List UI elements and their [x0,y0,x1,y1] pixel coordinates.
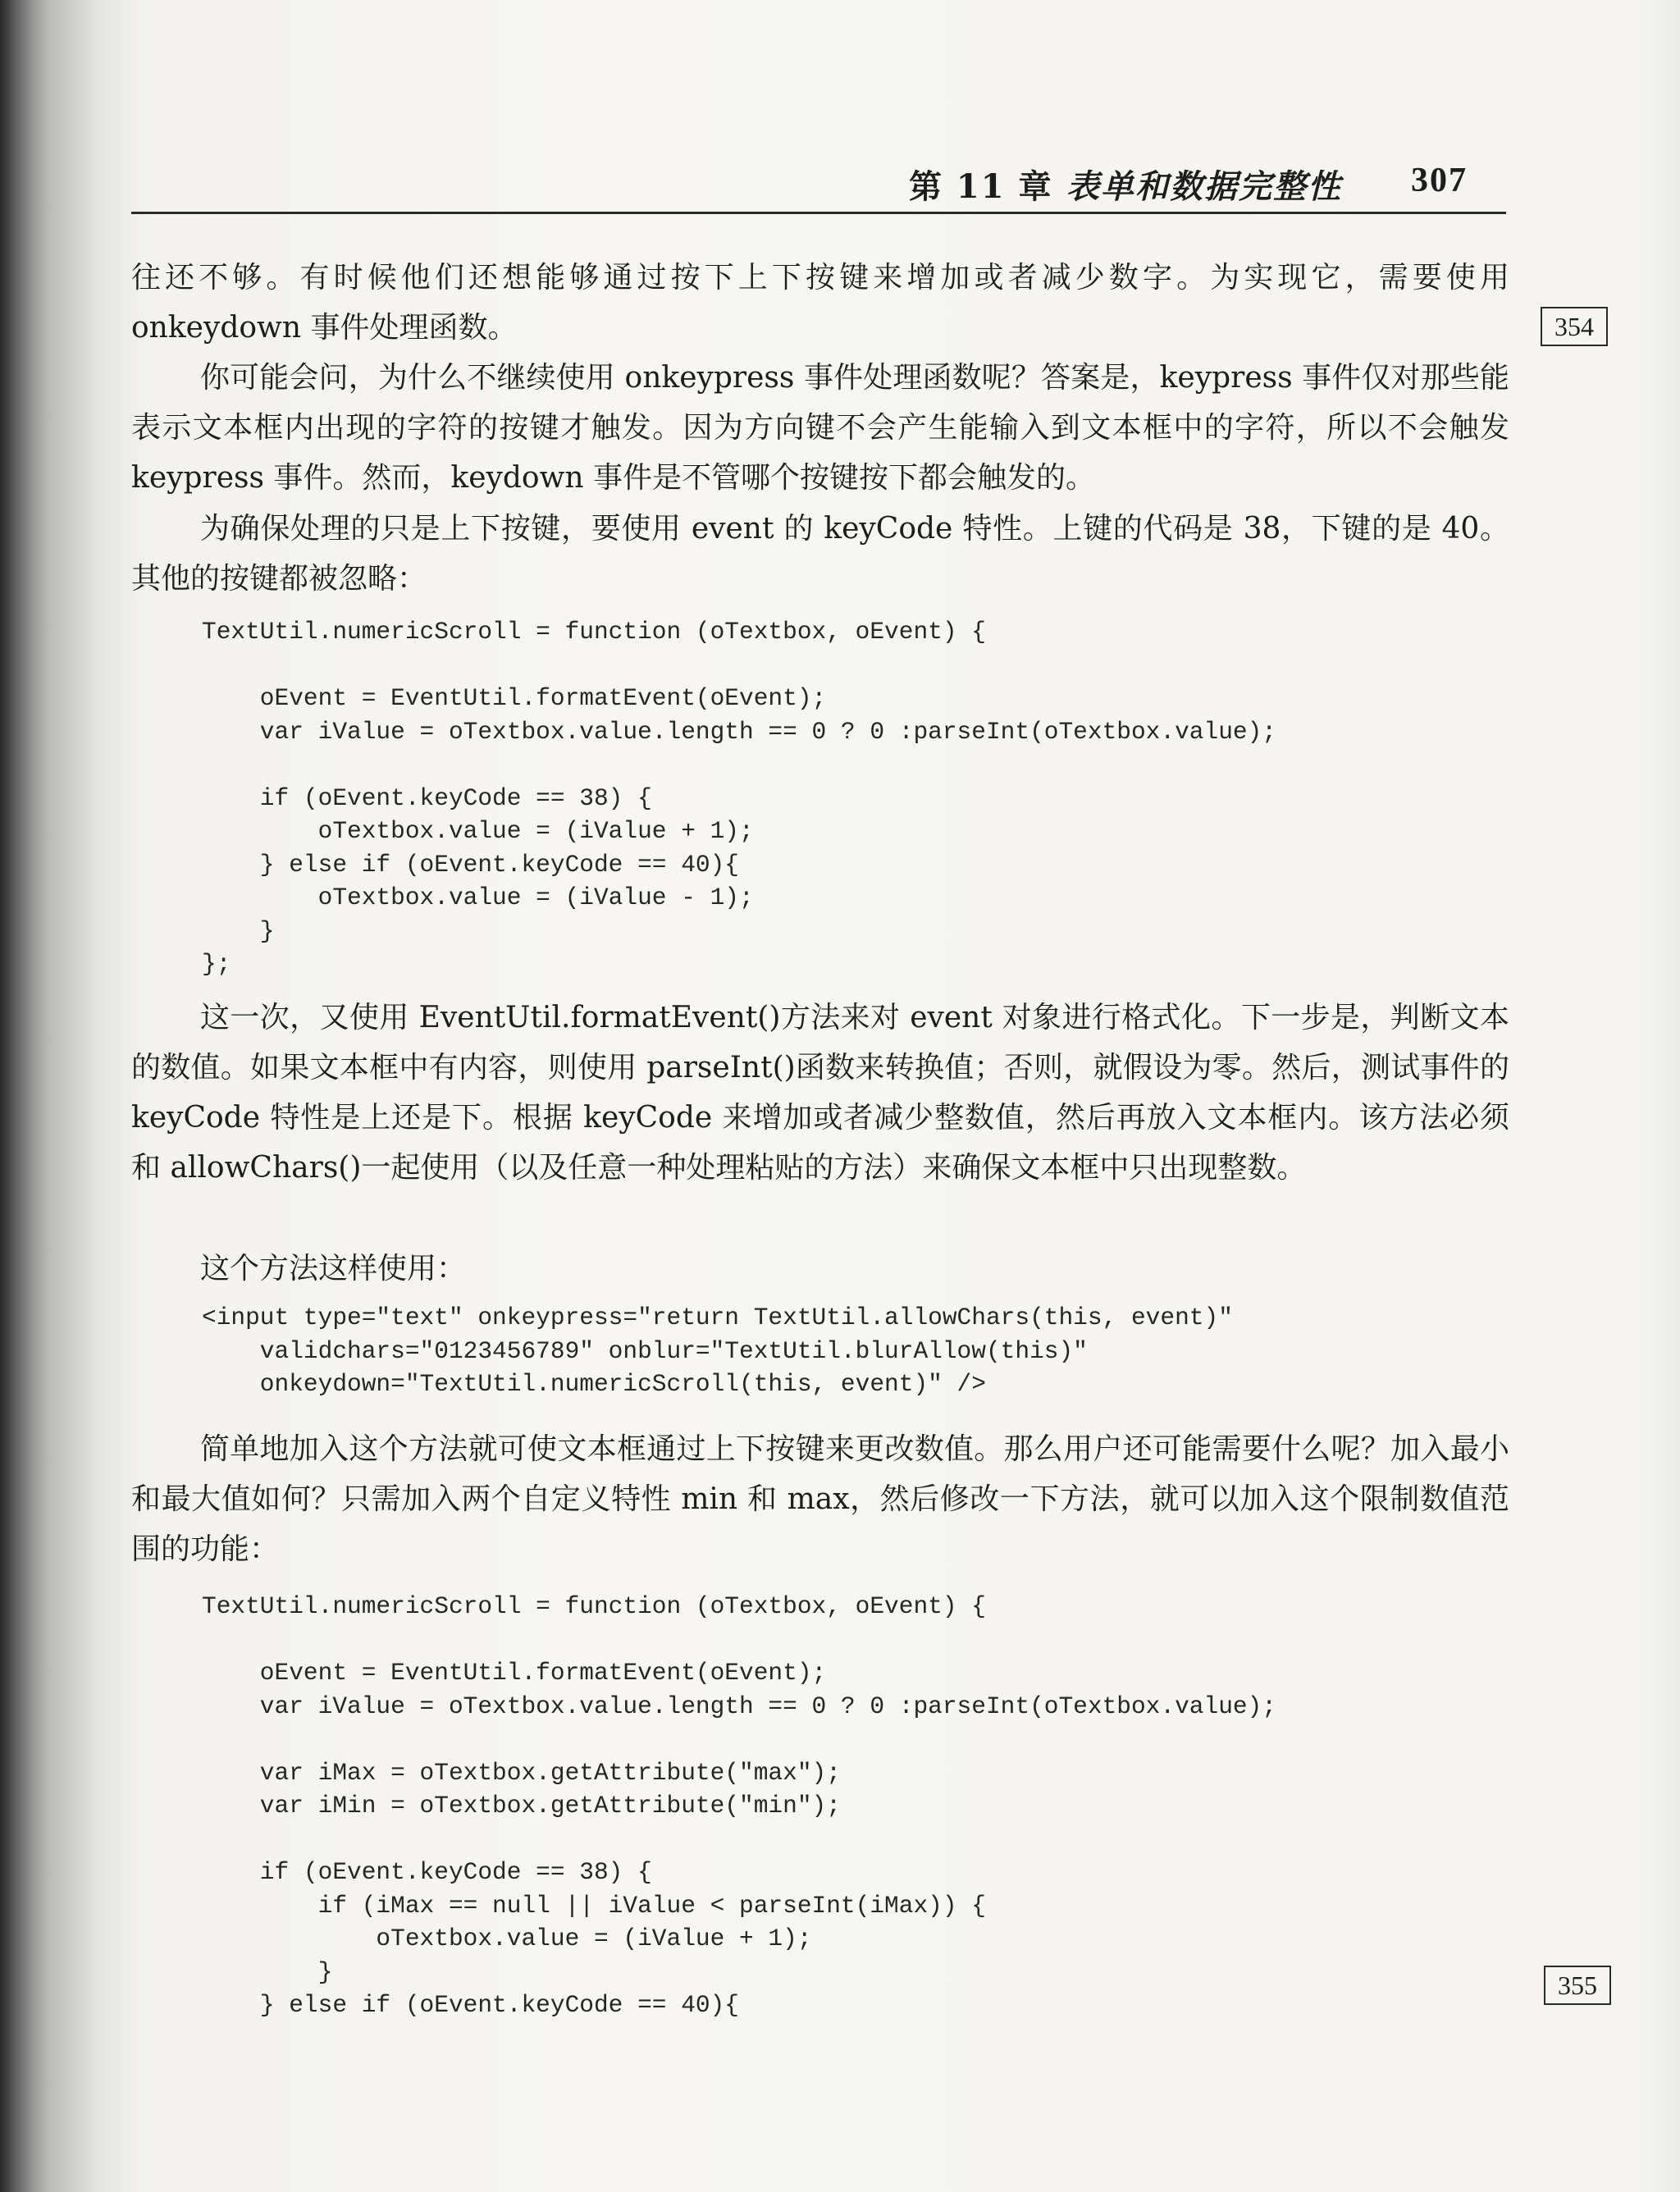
paragraph-3: 为确保处理的只是上下按键，要使用 event 的 keyCode 特性。上键的代码是 38，下键的是 40。其他的按键都被忽略： [131,512,1509,596]
book-spine-shadow [0,0,98,2192]
margin-page-ref-355: 355 [1544,1966,1611,2005]
chapter-label: 第 11 章 [909,167,1053,206]
code-block-2: <input type="text" onkeypress="return TextUtil.allowChars(this, event)" validchars="0123456789" onblur="TextUtil.blurAllow(this)" onkeydown="TextUtil.numericScroll(this, event)" /> [202,1304,1233,1398]
margin-page-ref-354: 354 [1541,307,1608,346]
paragraph-2: 你可能会问，为什么不继续使用 onkeypress 事件处理函数呢？答案是，keypress 事件仅对那些能表示文本框内出现的字符的按键才触发。因为方向键不会产生能输入到文本框中的字符，所以不会触发 keypress 事件。然而，keydown 事件是不管哪个按键按下都会触发的。 [131,361,1509,495]
code-block-1: TextUtil.numericScroll = function (oTextbox, oEvent) { oEvent = EventUtil.formatEvent(oEvent); var iValue = oTextbox.value.length == 0 ? 0 :parseInt(oTextbox.value); if (oEvent.keyCode == 38) { oTextbox.value = (iValue + 1); } else if (oEvent.keyCode == 40){ oTextbox.value = (iValue - 1); } }; [202,618,1277,978]
paragraph-6: 简单地加入这个方法就可使文本框通过上下按键来更改数值。那么用户还可能需要什么呢？加入最小和最大值如何？只需加入两个自定义特性 min 和 max，然后修改一下方法，就可以加入这个限制数值范围的功能： [131,1432,1509,1566]
code-block-3: TextUtil.numericScroll = function (oTextbox, oEvent) { oEvent = EventUtil.formatEvent(oEvent); var iValue = oTextbox.value.length == 0 ? 0 :parseInt(oTextbox.value); var iMax = oTextbox.getAttribute("max"); var iMin = oTextbox.getAttribute("min"); if (oEvent.keyCode == 38) { if (iMax == null || iValue < parseInt(iMax)) { oTextbox.value = (iValue + 1); } } else if (oEvent.keyCode == 40){ [202,1592,1277,2019]
page-number: 307 [1411,162,1468,199]
chapter-title: 表单和数据完整性 [1066,167,1342,206]
running-header [886,161,1477,207]
paragraph-1: 往还不够。有时候他们还想能够通过按下上下按键来增加或者减少数字。为实现它，需要使用 onkeydown 事件处理函数。 [131,261,1509,345]
header-rule [131,212,1506,214]
paragraph-5: 这个方法这样使用： [200,1252,467,1286]
paragraph-4: 这一次，又使用 EventUtil.formatEvent()方法来对 event 对象进行格式化。下一步是，判断文本的数值。如果文本框中有内容，则使用 parseInt()函数来转换值；否则，就假设为零。然后，测试事件的 keyCode 特性是上还是下。根据 keyCode 来增加或者减少整数值，然后再放入文本框内。该方法必须和 allowChars()一起使用（以及任意一种处理粘贴的方法）来确保文本框中只出现整数。 [131,1001,1509,1185]
